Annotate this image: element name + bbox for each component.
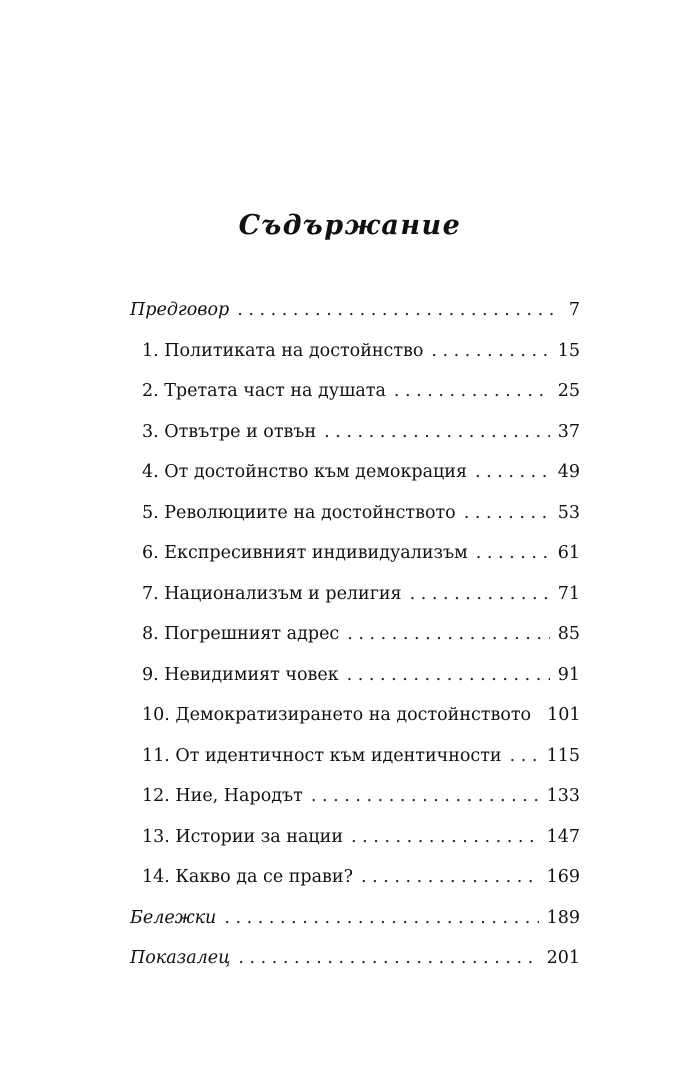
toc-page-number: 71 [557,583,580,604]
toc-dot-leader [224,906,538,930]
table-of-contents [130,298,580,987]
toc-entry [130,744,580,785]
toc-dot-leader [361,865,539,889]
toc-page-number: 15 [557,340,580,361]
toc-entry [130,622,580,663]
toc-dot-leader [238,946,538,970]
toc-dot-leader [324,420,550,444]
toc-entry-label: 1. Политиката на достойнство [142,340,424,361]
toc-page-number: 25 [557,381,580,401]
toc-entry [130,582,580,623]
toc-entry [130,703,580,744]
page-title: Съдържание [238,210,462,242]
toc-dot-leader [431,339,549,363]
toc-entry-label: 12. Ние, Народът [142,786,303,806]
toc-page-number: 101 [547,705,581,725]
toc-entry [130,298,580,339]
toc-entry-label: 7. Национализъм и религия [142,583,402,604]
toc-entry-label: 9. Невидимият човек [142,664,339,685]
toc-entry [130,460,580,501]
toc-entry [130,541,580,582]
toc-dot-leader [410,582,550,606]
toc-entry [130,825,580,866]
toc-entry-label: 4. От достойнство към демокрация [142,462,467,482]
toc-page-number: 61 [557,543,580,563]
toc-dot-leader [476,541,550,565]
toc-entry-label: Показалец [130,948,231,968]
toc-entry [130,865,580,906]
toc-page-number: 49 [557,462,580,482]
toc-page-number: 91 [557,664,580,685]
toc-entry [130,946,580,987]
toc-dot-leader [351,825,539,849]
toc-dot-leader [510,744,539,768]
toc-page-number: 115 [546,745,580,766]
toc-entry-label: 5. Революциите на достойнството [142,502,456,523]
toc-entry-label: 3. Отвътре и отвън [142,421,317,442]
toc-page-number: 85 [557,624,580,644]
toc-entry-label: Бележки [130,907,217,928]
toc-page-number: 133 [546,786,580,806]
toc-page-number: 53 [557,502,580,523]
toc-entry [130,663,580,704]
toc-dot-leader [394,379,550,403]
toc-entry [130,906,580,947]
toc-entry [130,420,580,461]
toc-entry-label: 11. От идентичност към идентичности [142,745,502,766]
toc-dot-leader [464,501,550,525]
toc-page-number: 37 [557,421,580,442]
toc-dot-leader [347,622,549,646]
toc-entry [130,379,580,420]
toc-dot-leader [475,460,550,484]
toc-entry [130,339,580,380]
toc-page-number: 189 [546,907,580,928]
toc-entry-label: 2. Третата част на душата [142,381,386,401]
toc-dot-leader [347,663,550,687]
toc-entry [130,784,580,825]
toc-page-number: 7 [568,300,580,320]
toc-entry-label: 10. Демократизирането на достойнството [142,705,532,725]
toc-dot-leader [237,298,558,322]
toc-entry-label: 6. Експресивният индивидуализъм [142,543,468,563]
toc-page-number: 201 [546,948,580,968]
toc-page-number: 169 [546,867,580,887]
toc-entry-label: Предговор [130,300,230,320]
toc-entry-label: 14. Какво да се прави? [142,867,353,887]
toc-entry [130,501,580,542]
toc-page-number: 147 [546,826,580,847]
toc-entry-label: 8. Погрешният адрес [142,624,340,644]
toc-entry-label: 13. Истории за нации [142,826,343,847]
toc-dot-leader [311,784,539,808]
